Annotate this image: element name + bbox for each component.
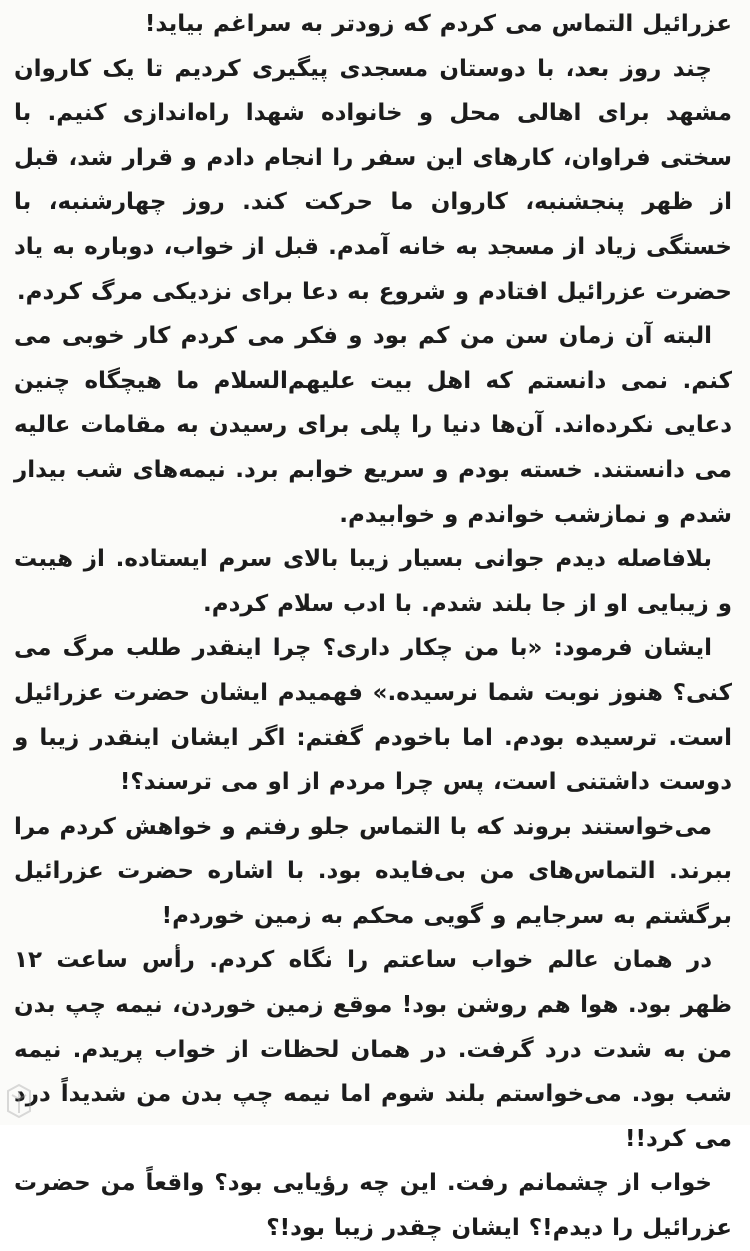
paragraph-3: البته آن زمان سن من کم بود و فکر می کردم کار خوبی می کنم. نمی دانستم که اهل بیت علیهم‌السلام ما هیچگاه چنین دعایی نکرده‌اند. آن‌ها دنیا را پلی برای رسیدن به مقامات عالیه می دانستند. خسته بودم و سریع خوابم برد. نیمه‌های شب بیدار شدم و نمازشب خواندم و خوابیدم. [14,323,732,528]
paragraph-8: خواب از چشمانم رفت. این چه رؤیایی بود؟ واقعاً من حضرت عزرائیل را دیدم!؟ ایشان چقدر زیبا بود!؟ [14,1170,732,1242]
paragraph-2: چند روز بعد، با دوستان مسجدی پیگیری کردیم تا یک کاروان مشهد برای اهالی محل و خانواده شهدا راه‌اندازی کنیم. با سختی فراوان، کارهای این سفر را انجام دادم و قرار شد، قبل از ظهر پنجشنبه، کاروان ما حرکت کند. روز چهارشنبه، با خستگی زیاد از مسجد به خانه آمدم. قبل از خواب، دوباره به یاد حضرت عزرائیل افتادم و شروع به دعا برای نزدیکی مرگ کردم. [14,55,732,305]
paragraph-5: ایشان فرمود: «با من چکار داری؟ چرا اینقدر طلب مرگ می کنی؟ هنوز نوبت شما نرسیده.» فهمیدم ایشان حضرت عزرائیل است. ترسیده بودم. اما باخودم گفتم: اگر ایشان اینقدر زیبا و دوست داشتنی است، پس چرا مردم از او می ترسند؟! [14,635,732,796]
paragraph-4: بلافاصله دیدم جوانی بسیار زیبا بالای سرم ایستاده. از هیبت و زیبایی او از جا بلند شدم. با ادب سلام کردم. [14,546,732,617]
paragraph-1: عزرائیل التماس می کردم که زودتر به سراغم بیاید! [144,11,732,37]
body-text [14,2,732,1251]
paragraph-6: می‌خواستند بروند که با التماس جلو رفتم و خواهش کردم مرا ببرند. التماس‌های من بی‌فایده بود. با اشاره حضرت عزرائیل برگشتم به سرجایم و گویی محکم به زمین خوردم! [14,813,732,929]
paragraph-7: در همان عالم خواب ساعتم را نگاه کردم. رأس ساعت ۱۲ ظهر بود. هوا هم روشن بود! موقع زمین خوردن، نیمه چپ بدن من به شدت درد گرفت. در همان لحظات از خواب پریدم. نیمه شب بود. می‌خواستم بلند شوم اما نیمه چپ بدن من شدیداً درد می کرد!! [14,947,732,1152]
book-logo-icon [4,1081,34,1121]
